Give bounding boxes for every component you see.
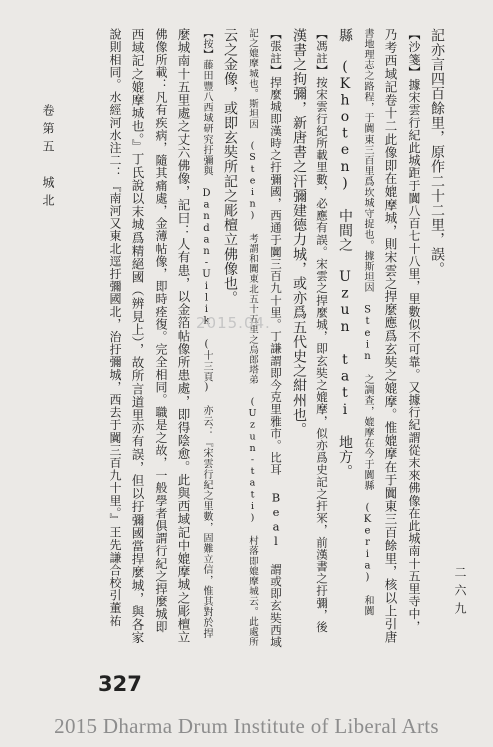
text-column: 記之媲摩城也。斯坦因 (Stein) 考謂和闐東北五十五里之烏郎塔弟 (Uzun-tati) 村落即媲摩城云。此處所 bbox=[247, 28, 258, 647]
text-column: 麼城南十五里處之丈六佛像，記曰：人有患，以金箔帖像所患處，即得陰愈。此與西域記中媲摩城之彫檀立 bbox=[176, 28, 191, 644]
text-column: 云之金像，或即玄奘所記之彫檀立佛像也。 bbox=[222, 28, 238, 306]
folio-number: 327 bbox=[98, 672, 142, 696]
text-column: 【沙箋】據宋雲行紀此城距于闐八百七十八里，里數似不可靠。又據行紀謂從末來佛像在此城南十五里寺中， bbox=[407, 28, 421, 633]
text-column: 漢書之拘彌，新唐書之汗彌建德力城，或亦爲五代史之紺州也。 bbox=[291, 28, 307, 437]
text-column: 縣 (Khoten) 中間之 Uzun tati 地方。 bbox=[337, 28, 353, 479]
watermark: 2015 Dharma Drum Institute of Liberal Arts bbox=[54, 714, 439, 738]
text-column: 【按】藤田豐八西域研究扜彌與 Dandan-Uilik (十三頁) 亦云：『宋雲行紀之里數，固難立信，惟其對於捍 bbox=[201, 28, 212, 639]
text-column: 乃考西域記卷十二此像即在媲摩城，則宋雲之捍麼應爲玄奘之媲摩。惟媲摩在于闐東三百餘里，核以上引唐 bbox=[383, 28, 398, 644]
date-stamp: 2015.04. bbox=[196, 314, 271, 332]
page-number-cjk: 二六九 bbox=[453, 566, 467, 620]
running-head-volume: 卷第五 bbox=[41, 104, 55, 158]
text-column: 佛像所載：凡有疾病，隨其痛處，金薄帖像，即時痊復。完全相同。職是之故，一般學者俱謂行紀之捍麼城即 bbox=[154, 28, 168, 633]
text-column: 【張註】捍麼城即漢時之扜彌國，西通于闐三百九十里。丁謙謂即今克里雅市。比耳 Beal 謂或即玄奘西域 bbox=[269, 28, 283, 648]
running-head-section: 城北 bbox=[41, 176, 55, 212]
text-column: 西域記之媲摩城也。』丁氏說以末城爲精絕國（辨見上），故所言道里亦有誤，但以扜彌國當捍麼城，與各家 bbox=[130, 28, 145, 645]
text-column: 說則相同。水經河水注二：『南河又東北逕扜彌國北，治扜彌城，西去于闐三百九十里。』王先謙合校引董祐 bbox=[108, 28, 122, 627]
text-column: 記亦言四百餘里，原作二十二里，誤。 bbox=[429, 28, 445, 277]
text-column: 【馮註】按宋雲行紀所載里數，必應有誤。宋雲之捍麼城，即玄奘之媲摩，似亦爲史記之扞冞，前漢書之扜彌，後 bbox=[315, 28, 329, 633]
text-column: 書地理志之路程，于闐東三百里爲坎城守捉也。據斯坦因 Stein 之調查，媲摩在今于闐縣 (Keria) 和闐 bbox=[362, 28, 373, 617]
